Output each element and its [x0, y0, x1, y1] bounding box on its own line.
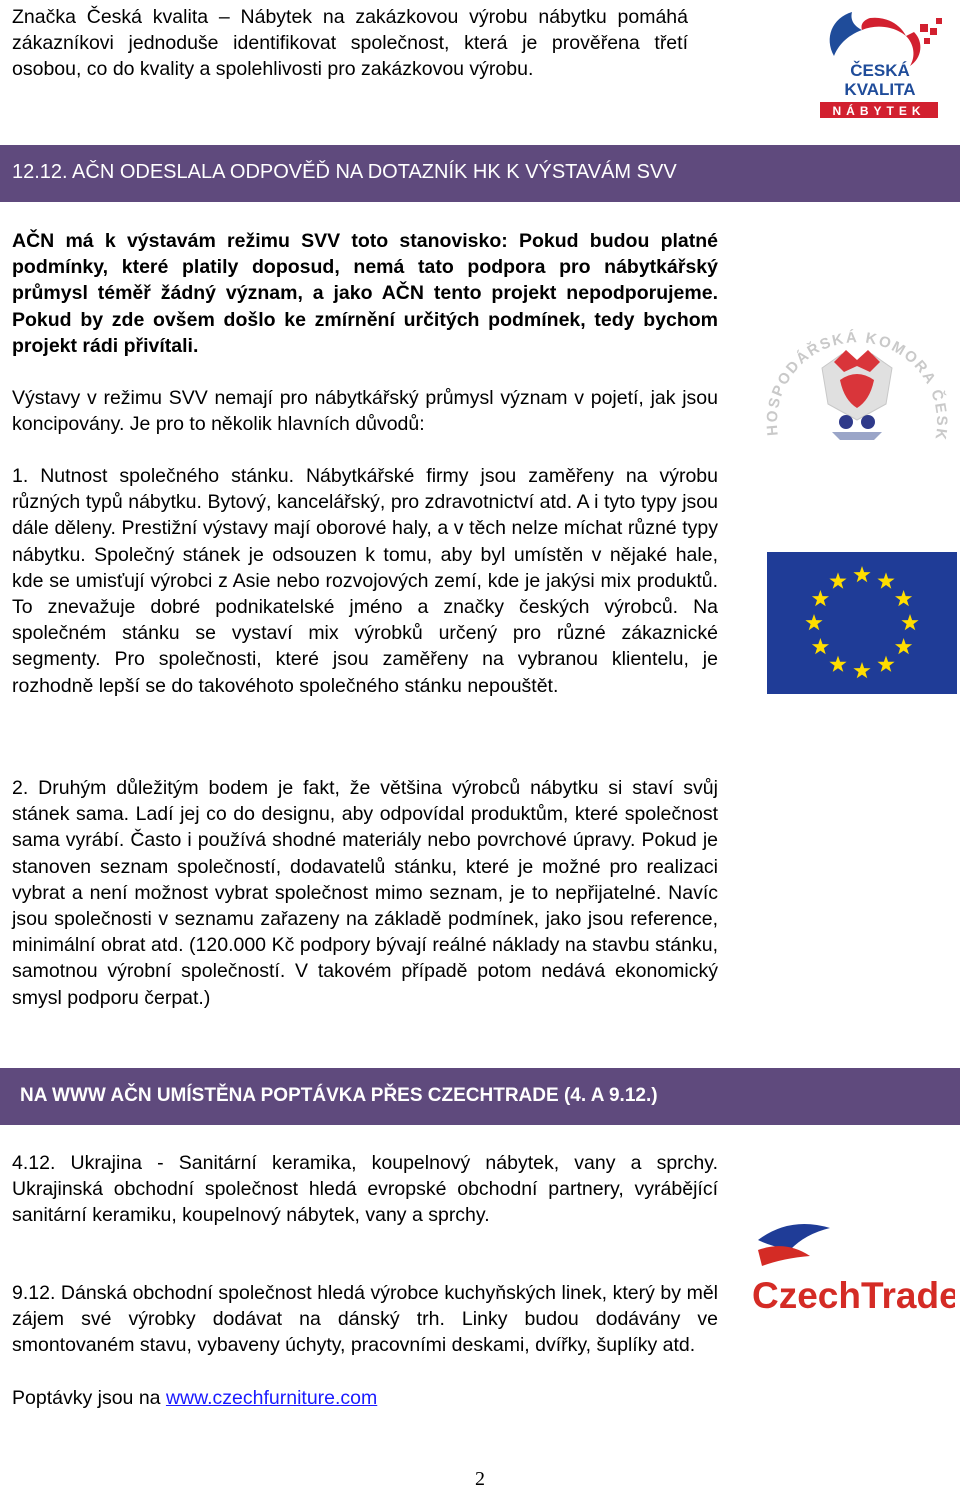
poptavky-line [12, 1385, 718, 1411]
eu-star-icon [812, 590, 829, 606]
eu-star-icon [829, 656, 846, 672]
eu-flag [767, 552, 957, 694]
svv-point-2: 2. Druhým důležitým bodem je fakt, že většina výrobců nábytku si staví svůj stánek sama. Ladí jej co do designu, aby odpovídal produktům, které společnost sama vyrábí. Často i používá shodné materiály nebo povrchové úpravy. Pokud je stanoven seznam společností, dodavatelů stánku, které je možné pro realizaci vybrat a není možnost vybrat společnost mimo seznam, je to nepřijatelné. Navíc jsou společnosti v seznamu zařazeny na základě podmínek, jako jsou reference, minimální obrat atd. (120.000 Kč podpory bývají reálné náklady na stavbu stánku, samotnou výrobní společností. V takovém případě potom nedává ekonomický smysl podporu čerpat.) [12, 777, 718, 1009]
eu-star-icon [895, 638, 912, 654]
czechtrade-wordmark: CzechTrade [752, 1275, 955, 1316]
svv-intro: Výstavy v režimu SVV nemají pro nábytkářský průmysl význam v pojetí, jak jsou koncipovány. Je pro to několik hlavních důvodů: [12, 387, 718, 436]
seal-text: HOSPODÁŘSKÁ KOMORA ČESK [763, 329, 951, 443]
page-number: 2 [475, 1468, 485, 1490]
eu-star-icon [805, 614, 822, 630]
czechfurniture-link[interactable]: www.czechfurniture.com [165, 1387, 378, 1409]
section-header-svv-text: 12.12. AČN ODESLALA ODPOVĚĎ NA DOTAZNÍK HK K VÝSTAVÁM SVV [12, 161, 677, 183]
eu-star-icon [812, 638, 829, 654]
eu-star-icon [829, 572, 846, 588]
section-header-svv [0, 145, 960, 202]
poptavky-label: Poptávky jsou na [12, 1387, 166, 1409]
demand-denmark: 9.12. Dánská obchodní společnost hledá výrobce kuchyňských linek, který by měl zájem své výrobky dodávat na dánský trh. Linky budou dodávány ve smontovaném stavu, vybaveny úchyty, pracovními deskami, dvířky, šuplíky atd. [12, 1282, 718, 1357]
ceska-kvalita-logo [810, 6, 950, 122]
eu-star-icon [877, 572, 894, 588]
chamber-seal [762, 304, 952, 464]
intro-text: Značka Česká kvalita – Nábytek na zakázkovou výrobu nábytku pomáhá zákazníkovi jednoduše identifikovat společnost, která je prověřena třetí osobou, co do kvality a spolehlivosti pro zakázkovou výrobu. [12, 6, 688, 81]
logo-line2: KVALITA [844, 80, 916, 99]
eu-star-icon [853, 566, 870, 582]
section-header-czechtrade-text: NA WWW AČN UMÍSTĚNA POPTÁVKA PŘES CZECHTRADE (4. A 9.12.) [20, 1085, 658, 1106]
eu-star-icon [853, 662, 870, 678]
eu-star-icon [901, 614, 918, 630]
section-header-czechtrade [0, 1068, 960, 1125]
logo-line3: NÁBYTEK [832, 104, 926, 118]
czechtrade-logo [750, 1210, 955, 1330]
svv-point-1: 1. Nutnost společného stánku. Nábytkářské firmy jsou zaměřeny na výrobu různých typů nábytku. Bytový, kancelářský, pro zdravotnictví atd. A i tyto typy jsou dále děleny. Prestižní výstavy mají oborové haly, a v těch nelze míchat různé typy nábytku. Společný stánek je odsouzen k tomu, aby byl umístěn v nějaké hale, kde se umisťují výrobci z Asie nebo rozvojových zemí, kde je jakýsi mix produktů. To znevažuje dobré podnikatelské jméno a značky českých výrobců. Na společném stánku se vystaví mix výrobků určený pro různé zákaznické segmenty. Pro společnosti, které jsou zaměřeny na vybranou klientelu, je rozhodně lepší se do takovéhoto společného stánku nepouštět. [12, 465, 718, 697]
eu-star-icon [877, 656, 894, 672]
eu-star-icon [895, 590, 912, 606]
logo-line1: ČESKÁ [850, 61, 910, 80]
svv-statement: AČN má k výstavám režimu SVV toto stanovisko: Pokud budou platné podmínky, které platily doposud, nemá tato podpora pro nábytkářský průmysl téměř žádný význam, a jako AČN tento projekt nepodporujeme. Pokud by zde ovšem došlo ke zmírnění určitých podmínek, tedy bychom projekt rádi přivítali. [12, 230, 718, 357]
demand-ukraine: 4.12. Ukrajina - Sanitární keramika, koupelnový nábytek, vany a sprchy. Ukrajinská obchodní společnost hledá evropské obchodní partnery, vyrábějící sanitární keramiku, koupelnový nábytek, vany a sprchy. [12, 1152, 718, 1227]
